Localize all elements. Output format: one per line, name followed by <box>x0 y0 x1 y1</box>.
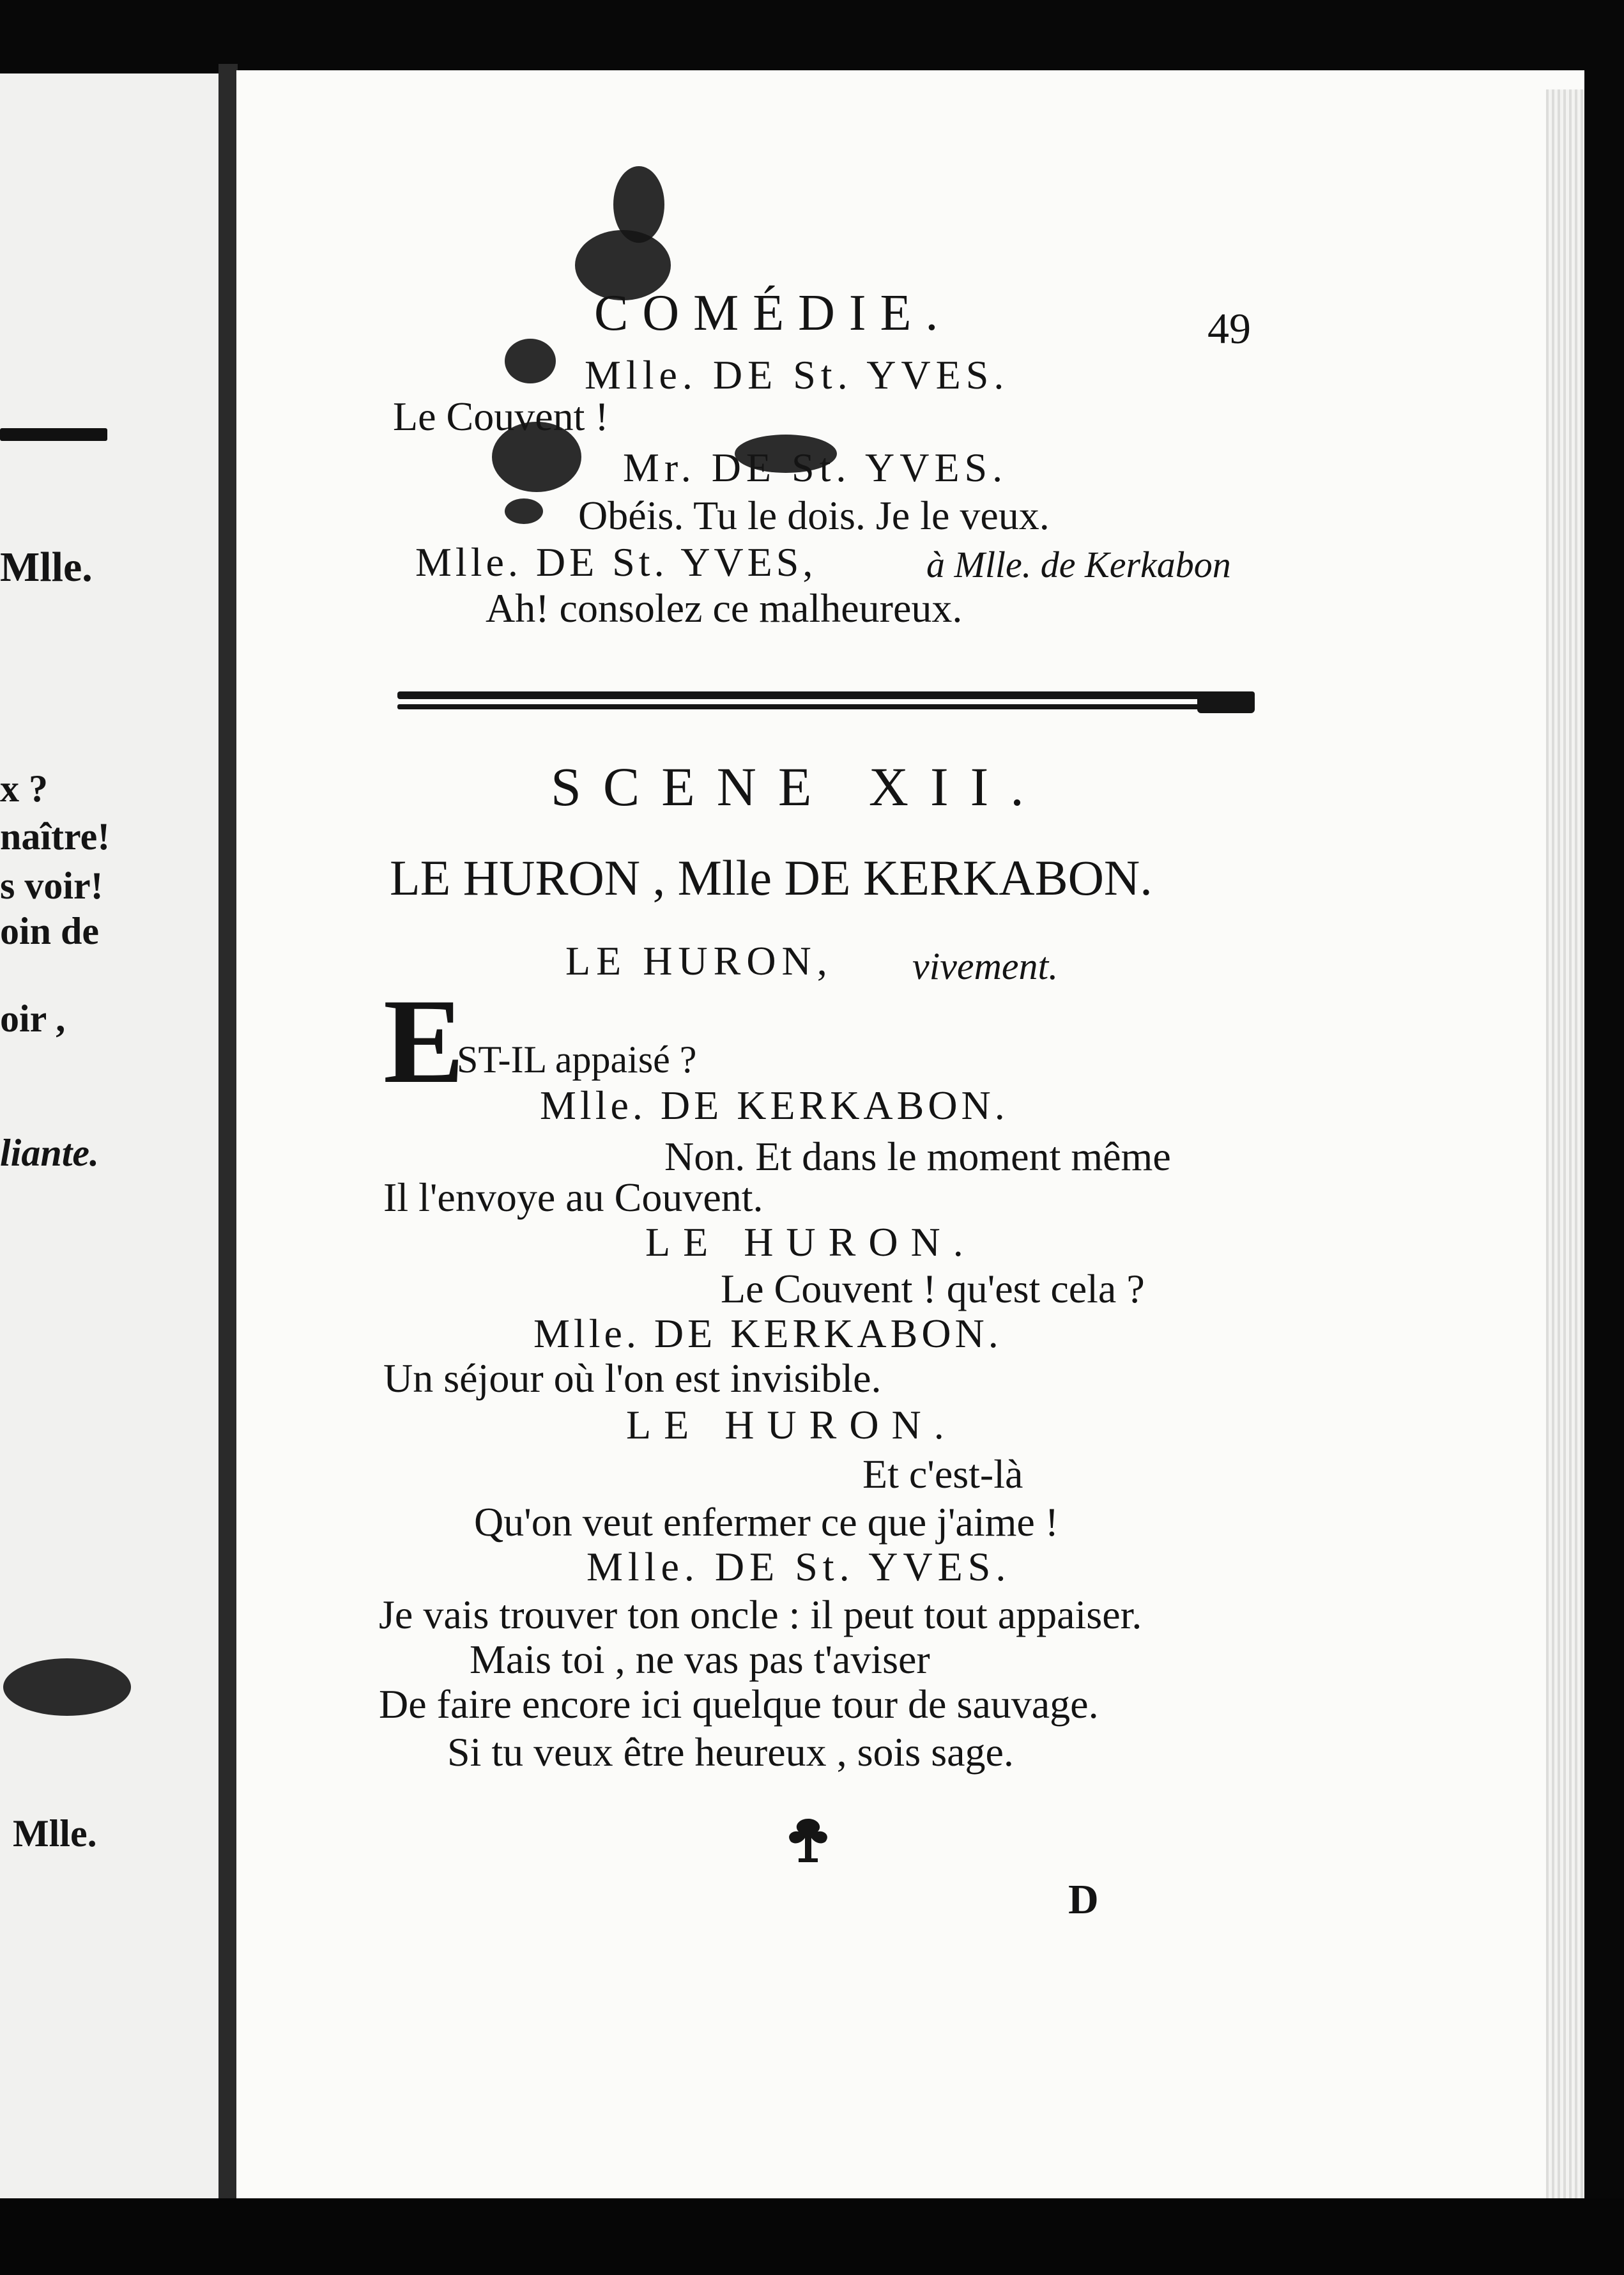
verse-line: Un séjour où l'on est invisible. <box>383 1355 882 1401</box>
verse-line: Le Couvent ! qu'est cela ? <box>721 1266 1145 1311</box>
running-title: COMÉDIE. <box>594 285 953 341</box>
speaker-heading: Mlle. DE St. YVES, <box>415 539 817 585</box>
verse-line: Non. Et dans le moment même <box>664 1134 1171 1179</box>
left-fragment-text: x ? <box>0 767 48 810</box>
left-fragment-text: naître! <box>0 815 111 858</box>
stage-direction: à Mlle. de Kerkabon <box>926 544 1231 585</box>
verse-line: Qu'on veut enfermer ce que j'aime ! <box>474 1499 1059 1545</box>
verse-line: De faire encore ici quelque tour de sauvage. <box>379 1681 1099 1727</box>
left-fragment-text: Mlle. <box>0 544 93 590</box>
signature-mark: D <box>1068 1876 1099 1923</box>
ink-stain <box>613 166 664 243</box>
speaker-heading: Mlle. DE St. YVES. <box>586 1544 1011 1589</box>
left-fragment-text: Mlle. <box>13 1812 97 1855</box>
verse-line: Et c'est-là <box>862 1451 1023 1497</box>
verse-line: Le Couvent ! <box>393 394 609 439</box>
left-page-rule <box>0 428 107 441</box>
ink-stain <box>505 498 543 524</box>
speaker-heading: LE HURON. <box>645 1219 976 1265</box>
ink-stain <box>505 339 556 383</box>
speaker-heading: Mlle. DE KERKABON. <box>533 1311 1002 1356</box>
speaker-heading: LE HURON, <box>565 938 833 983</box>
verse-line: Je vais trouver ton oncle : il peut tout appaiser. <box>379 1592 1142 1637</box>
left-fragment-text: s voir! <box>0 865 103 907</box>
stage-direction: vivement. <box>912 945 1059 987</box>
left-page-fragment <box>0 73 230 2198</box>
speaker-heading: Mlle. DE St. YVES. <box>585 352 1009 397</box>
left-fragment-text: oir , <box>0 998 66 1040</box>
left-fragment-text: liante. <box>0 1132 100 1174</box>
section-divider <box>397 691 1255 714</box>
scan-bottom-border <box>0 2198 1624 2275</box>
verse-line: Il l'envoye au Couvent. <box>383 1175 763 1220</box>
verse-line: ST-IL appaisé ? <box>457 1038 697 1081</box>
page-number: 49 <box>1207 304 1251 353</box>
speaker-heading: LE HURON. <box>626 1402 957 1447</box>
verse-line: Mais toi , ne vas pas t'aviser <box>470 1637 930 1682</box>
scene-characters: LE HURON , Mlle DE KERKABON. <box>390 850 1153 906</box>
verse-line: Obéis. Tu le dois. Je le veux. <box>578 493 1050 538</box>
scene-title: SCENE XII. <box>551 756 1046 817</box>
drop-cap: E <box>383 975 464 1109</box>
book-spine <box>218 64 238 2224</box>
ink-stain <box>3 1658 131 1716</box>
fleuron-icon <box>779 1814 837 1865</box>
verse-line: Ah! consolez ce malheureux. <box>486 585 963 631</box>
verse-line: Si tu veux être heureux , sois sage. <box>447 1729 1014 1775</box>
page-edges <box>1546 89 1584 2198</box>
speaker-heading: Mlle. DE KERKABON. <box>540 1083 1009 1128</box>
speaker-heading: Mr. DE St. YVES. <box>623 445 1008 490</box>
left-fragment-text: oin de <box>0 910 100 952</box>
